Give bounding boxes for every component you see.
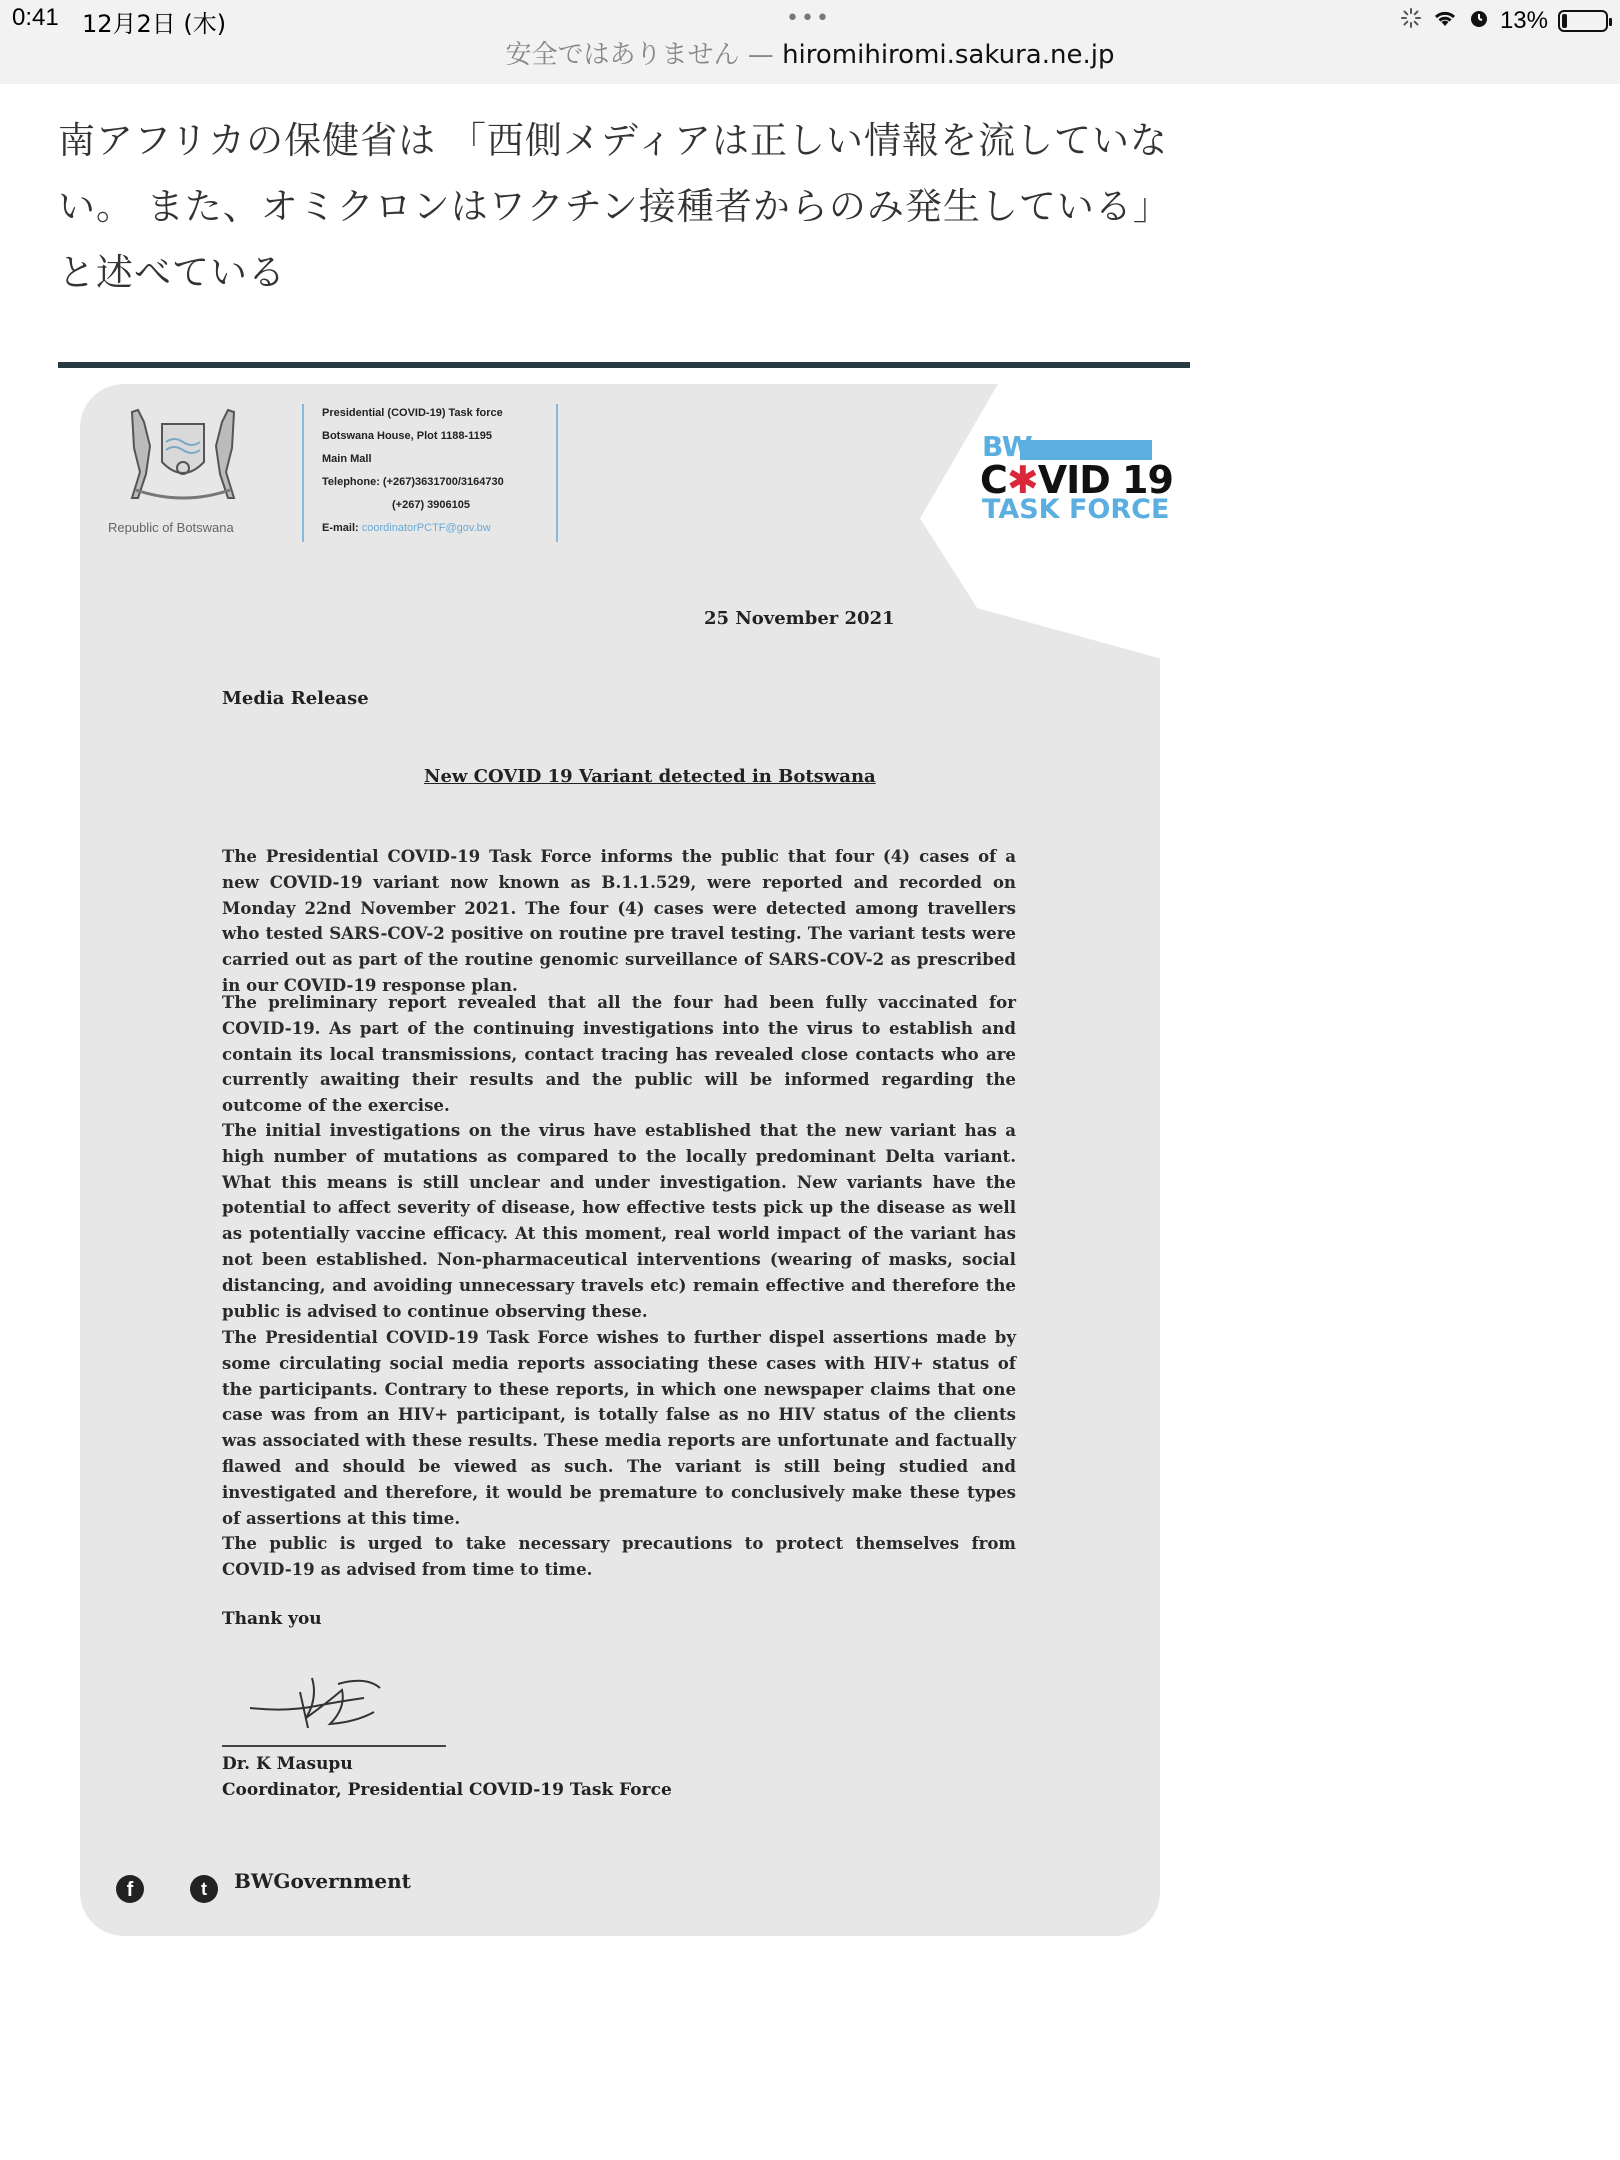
social-handle: BWGovernment — [234, 1869, 411, 1893]
logo-covid-rest: VID 19 — [1037, 458, 1173, 502]
address-line: Main Mall — [322, 453, 372, 465]
document-paragraph: The public is urged to take necessary precautions to protect themselves from COVID-19 as advised from time to time. — [222, 1533, 1016, 1579]
email-line — [322, 517, 504, 540]
browser-top-bar — [0, 0, 1620, 84]
document-paragraph: The Presidential COVID-19 Task Force informs the public that four (4) cases of a new COVID-19 variant now known as B.1.1.529, were reported and recorded on Monday 22nd November 2021. The four (4) cases were detected among travellers who tested SARS-COV-2 positive on routine pre travel testing. The variant tests were carried out as part of the routine genomic surveillance of SARS-COV-2 as prescribed in our COVID-19 response plan. — [222, 846, 1016, 995]
address-line: (+267) 3906105 — [392, 499, 470, 511]
media-release-label: Media Release — [222, 688, 369, 709]
battery-percent: 13% — [1499, 7, 1548, 34]
logo-covid-c: C — [980, 458, 1007, 502]
wifi-icon — [1432, 7, 1458, 35]
activity-spinner-icon — [1400, 7, 1422, 36]
divider — [58, 362, 1190, 368]
logo-bar — [1020, 440, 1152, 460]
tab-dots-handle[interactable]: ••• — [786, 6, 831, 31]
document-paragraph: The preliminary report revealed that all the four had been fully vaccinated for COVID-19. As part of the continuing investigations into the virus to establish and contain its local transmissions, contact tracing has revealed close contacts who are currently awaiting their results and the public will be informed regarding the outcome of the exercise. — [222, 992, 1016, 1116]
document-paragraph: The initial investigations on the virus have established that the new variant has a high number of mutations as compared to the locally predominant Delta variant. What this means is still unclear and under investigation. New variants have the potential to affect severity of disease, how effective tests pick up the disease as well as potentially vaccine efficacy. At this moment, real world impact of the variant has not been established. Non-pharmaceutical interventions (wearing of masks, social distancing, and avoiding unnecessary travels etc) remain effective and therefore the public is advised to continue observing these. — [222, 1120, 1016, 1321]
signature-line — [222, 1745, 446, 1747]
address-line: Botswana House, Plot 1188-1195 — [322, 430, 492, 442]
address-divider-right — [556, 404, 558, 542]
address-block — [322, 402, 504, 540]
address-bar[interactable] — [0, 34, 1620, 71]
address-line: Telephone: (+267)3631700/3164730 — [322, 476, 504, 488]
botswana-coat-of-arms-icon — [110, 402, 256, 512]
facebook-icon: f — [116, 1875, 144, 1903]
signature — [246, 1668, 396, 1736]
url-host: hiromihiromi.sakura.ne.jp — [782, 40, 1115, 70]
alarm-icon — [1468, 7, 1490, 36]
status-indicators — [1400, 4, 1608, 38]
signer-block — [222, 1751, 672, 1803]
logo-bw: BW — [982, 430, 1033, 463]
battery-level — [1562, 14, 1567, 28]
status-date: 12月2日 (木) — [82, 10, 227, 38]
battery-icon — [1558, 10, 1608, 32]
address-divider-left — [302, 404, 304, 542]
email-label: E-mail: — [322, 522, 359, 534]
thank-you: Thank you — [222, 1609, 322, 1629]
crest-caption: Republic of Botswana — [108, 520, 234, 535]
virus-icon: ✱ — [1006, 458, 1038, 502]
address-line: Presidential (COVID-19) Task force — [322, 407, 503, 419]
article-paragraph: 南アフリカの保健省は 「西側メディアは正しい情報を流していない。 また、オミクロンはワクチン接種者からのみ発生している」と述べている — [58, 119, 1171, 294]
document-paragraph: The Presidential COVID-19 Task Force wishes to further dispel assertions made by some circulating social media reports associating these cases with HIV+ status of the participants. Contrary to these reports, in which one newspaper claims that one case was from an HIV+ participant, is totally false as no HIV status of the clients was associated with these results. These media reports are unfortunate and factually flawed and should be viewed as such. The variant is still being studied and investigated and therefore, it would be premature to conclusively make these types of assertions at this time. — [222, 1327, 1016, 1528]
signer-name: Dr. K Masupu — [222, 1754, 353, 1774]
logo-task-force: TASK FORCE — [982, 494, 1170, 525]
document-headline: New COVID 19 Variant detected in Botswana — [424, 766, 876, 787]
document-date: 25 November 2021 — [704, 608, 895, 629]
security-warning: 安全ではありません — — [505, 40, 774, 70]
status-time: 0:41 — [12, 4, 59, 31]
signer-title: Coordinator, Presidential COVID-19 Task Force — [222, 1780, 672, 1800]
email-value: coordinatorPCTF@gov.bw — [361, 522, 491, 534]
twitter-icon: t — [190, 1875, 218, 1903]
